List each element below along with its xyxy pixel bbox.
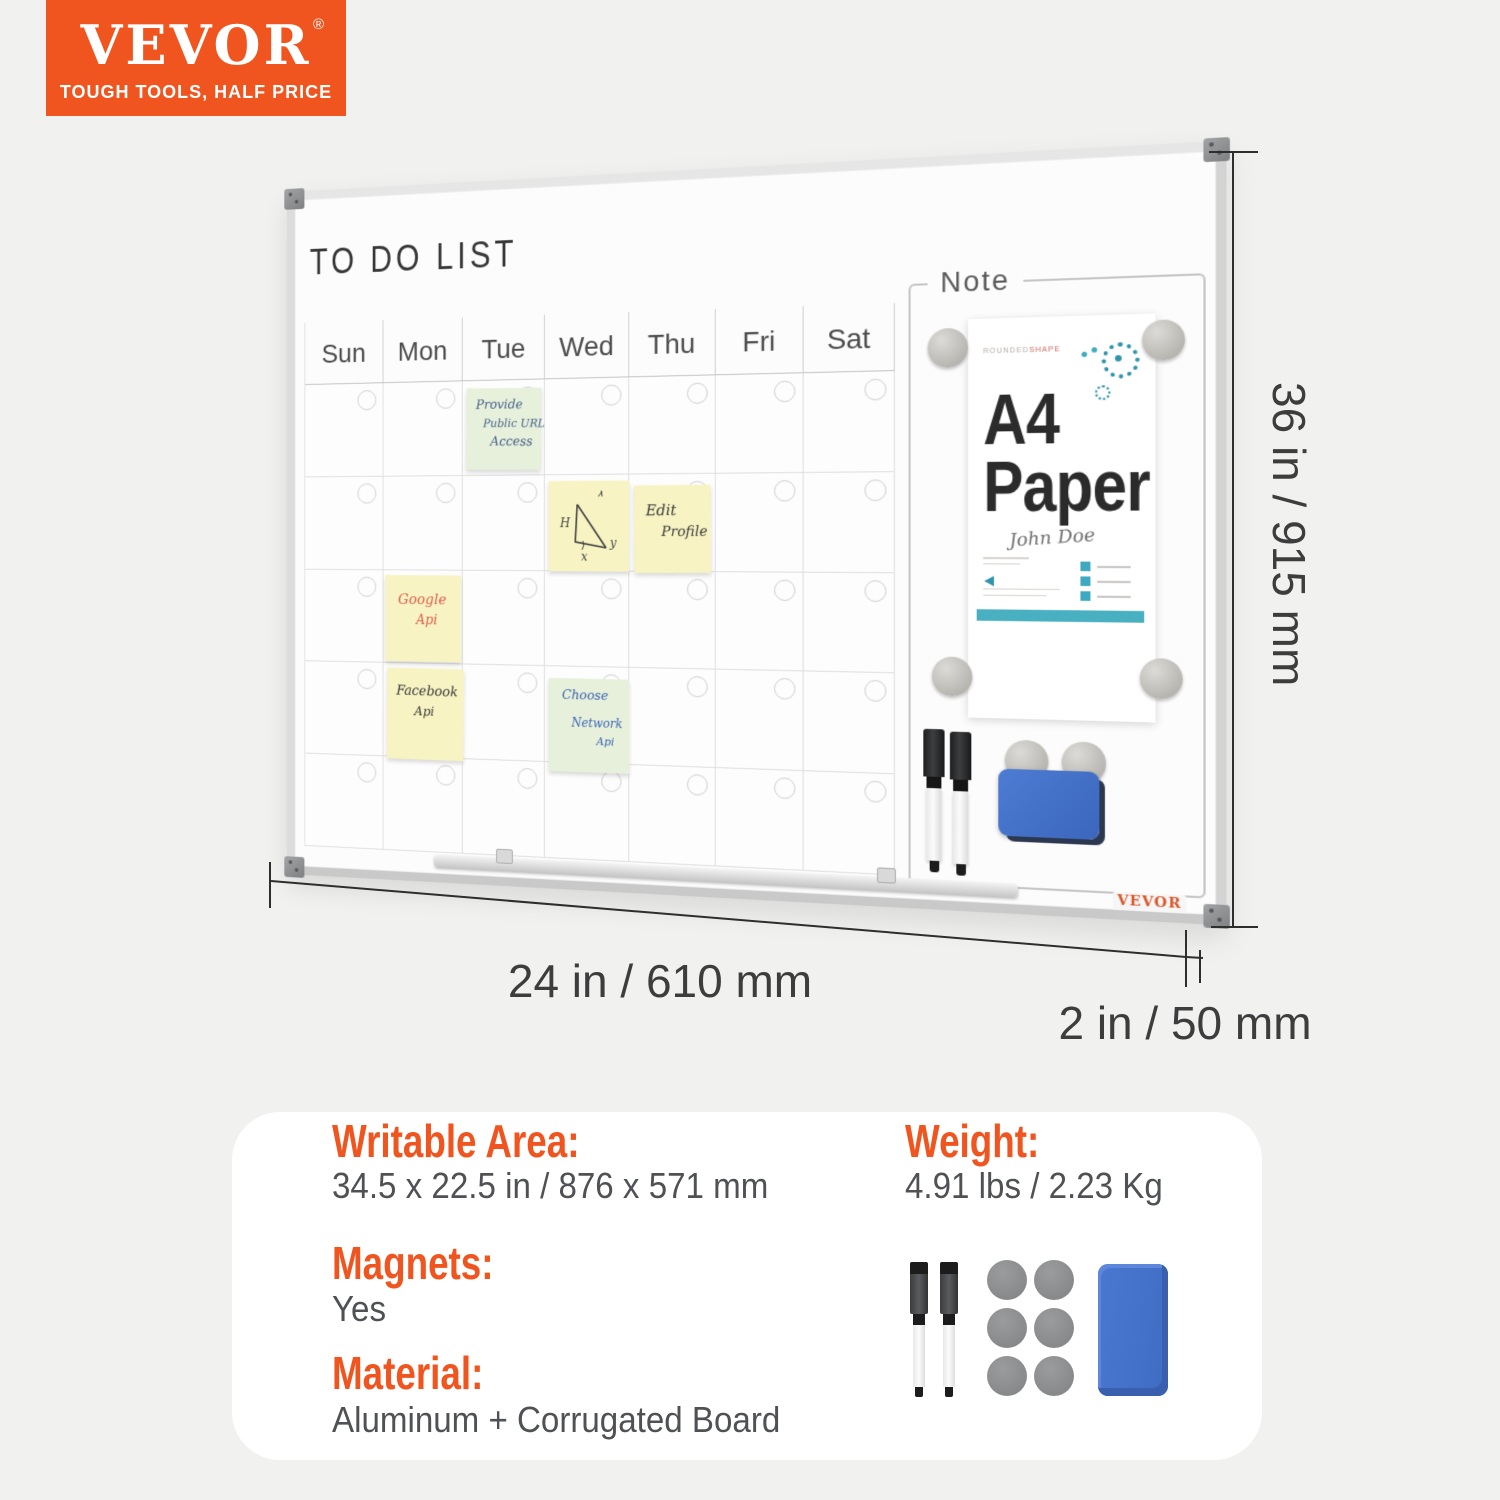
day-header-thu: Thu: [629, 309, 715, 377]
handwriting-line: Profile: [661, 523, 708, 541]
calendar-cell: [463, 475, 545, 571]
paper-title-a4: A4: [983, 378, 1060, 460]
marker-cap: [950, 732, 971, 781]
calendar-cell: [715, 373, 804, 473]
handwriting-line: Access: [490, 434, 533, 450]
weight-value: 4.91 lbs / 2.23 Kg: [905, 1165, 1163, 1206]
day-header-sun: Sun: [305, 320, 383, 385]
calendar-cell: [545, 377, 629, 475]
corner-cap: [284, 856, 304, 878]
marker-collar: [953, 780, 968, 792]
calendar-cell: [804, 472, 895, 573]
handwriting-line: Facebook: [396, 682, 458, 701]
a4-paper: [968, 313, 1155, 722]
paper-text-line: [983, 588, 1059, 590]
flower-icon: [1102, 342, 1140, 379]
day-header-mon: Mon: [383, 318, 463, 384]
magnet-illustration: [987, 1308, 1027, 1348]
marker-collar: [913, 1314, 925, 1325]
corner-cap: [1203, 137, 1229, 162]
calendar-cell: [545, 762, 629, 862]
calendar-cell: [629, 668, 715, 768]
paper-signature: John Doe: [1008, 524, 1096, 552]
day-header-wed: Wed: [545, 312, 629, 379]
sticky-note-sketch: [549, 480, 630, 571]
marker-body: [953, 791, 968, 865]
dry-erase-marker: [950, 732, 971, 877]
width-dimension-label: 24 in / 610 mm: [507, 955, 813, 1007]
brand-tagline: TOUGH TOOLS, HALF PRICE: [59, 82, 333, 102]
marker-illustration: [910, 1262, 928, 1397]
handwriting-line: Google: [397, 590, 447, 609]
marker-body: [943, 1325, 955, 1387]
calendar-cell: [305, 662, 383, 757]
whiteboard: [287, 140, 1226, 925]
corner-cap: [1203, 904, 1229, 929]
calendar-cell: [383, 756, 463, 853]
depth-dimension-label: 2 in / 50 mm: [1058, 997, 1312, 1049]
marker-tip: [945, 1387, 953, 1397]
checkbox-line: [1097, 581, 1131, 583]
handwriting-line: Provide: [475, 397, 523, 413]
corner-cap: [284, 188, 304, 210]
magnet-illustration: [1034, 1308, 1074, 1348]
marker-illustration: [940, 1262, 958, 1397]
calendar-cell: [804, 572, 895, 673]
brand-name: VEVOR: [80, 13, 312, 77]
handwriting-line: Choose: [561, 688, 609, 704]
marker-cap: [910, 1262, 928, 1314]
sticky-note-edit: [634, 484, 711, 573]
material-value: Aluminum + Corrugated Board: [332, 1399, 781, 1440]
round-magnet: [1140, 658, 1183, 700]
sticky-note-provide: [466, 388, 545, 470]
checkbox-icon: [1080, 591, 1090, 601]
writable-area-label: Writable Area:: [332, 1115, 580, 1167]
board-title: TO DO LIST: [309, 233, 518, 284]
calendar-cell: [715, 670, 804, 771]
calendar-cell: [629, 375, 715, 474]
writable-area-value: 34.5 x 22.5 in / 876 x 571 mm: [332, 1165, 769, 1206]
calendar-cell: [305, 383, 383, 477]
marker-tip: [956, 864, 966, 876]
calendar-cell: [804, 771, 895, 875]
handwriting-line: Public URL: [483, 416, 545, 431]
paper-text-line: [983, 563, 1020, 564]
dry-erase-marker: [923, 729, 944, 873]
calendar-cell: [629, 571, 715, 670]
calendar-cell: [383, 476, 463, 571]
paper-text-line: [983, 557, 1029, 559]
height-dimension-label: 36 in / 915 mm: [1263, 382, 1315, 687]
handwriting-line: Network: [571, 715, 623, 732]
checkbox-line: [1097, 566, 1131, 568]
magnet-illustration: [1034, 1356, 1074, 1396]
note-section-label: Note: [928, 264, 1024, 300]
paper-arrow-icon: [984, 576, 994, 587]
paper-text-line: [983, 595, 1046, 597]
calendar-cell: [545, 571, 629, 668]
paper-brand-text: [983, 346, 1061, 355]
registered-mark: ®: [312, 16, 324, 33]
handwriting-line: Edit: [645, 501, 677, 520]
round-magnet: [932, 656, 973, 696]
handwriting-line: Api: [596, 734, 615, 749]
marker-tip: [929, 861, 939, 873]
sticky-note-google: [385, 575, 461, 662]
calendar-cell: [383, 381, 463, 476]
day-header-sat: Sat: [804, 303, 895, 373]
marker-cap: [923, 729, 944, 777]
checkbox-icon: [1080, 576, 1090, 586]
day-header-fri: Fri: [715, 306, 804, 375]
round-magnet: [928, 328, 969, 369]
magnets-value: Yes: [332, 1288, 387, 1329]
calendar-cell: [715, 768, 804, 871]
marker-collar: [943, 1314, 955, 1325]
sticky-note-facebook: [387, 667, 464, 761]
tray-clip: [496, 849, 513, 864]
paper-title: [983, 378, 1150, 527]
paper-brand-red: SHAPE: [1029, 346, 1061, 355]
calendar-cell: [804, 371, 895, 473]
calendar-cell: [804, 672, 895, 775]
paper-title-paper: Paper: [983, 445, 1150, 527]
checkbox-icon: [1080, 562, 1090, 572]
checkbox-line: [1097, 596, 1131, 598]
marker-collar: [926, 777, 941, 789]
sketch-label-side: H: [560, 516, 571, 531]
magnet-illustration: [987, 1260, 1027, 1300]
calendar-cell: [463, 570, 545, 666]
marker-body: [913, 1325, 925, 1387]
paper-brand-gray: ROUNDED: [983, 346, 1030, 356]
sketch-label-base: x: [581, 549, 588, 564]
calendar-cell: [629, 765, 715, 866]
handwriting-line: Api: [414, 704, 435, 720]
tray-clip: [877, 867, 896, 883]
note-section: [909, 264, 1206, 898]
frame-brand-label: VEVOR: [1113, 892, 1186, 914]
marker-cap: [940, 1262, 958, 1314]
magnets-label: Magnets:: [332, 1237, 494, 1289]
calendar-cell: [305, 477, 383, 570]
paper-teal-bar: [977, 609, 1145, 623]
calendar-cell: [305, 754, 383, 850]
handwriting-line: Api: [416, 612, 438, 629]
marker-tip: [915, 1387, 923, 1397]
day-header-tue: Tue: [463, 315, 545, 382]
sketch-label-hyp: y: [609, 535, 617, 550]
magnet-illustration: [987, 1356, 1027, 1396]
round-magnet: [1142, 319, 1185, 361]
sticky-note-choose: [549, 678, 630, 774]
eraser-illustration: [1098, 1264, 1168, 1396]
marker-body: [926, 788, 941, 861]
vevor-logo: [46, 0, 346, 116]
calendar-cell: [463, 665, 545, 762]
calendar-cell: [463, 759, 545, 858]
material-label: Material:: [332, 1347, 484, 1399]
flower-dots-icon: [1092, 347, 1098, 352]
included-accessories: [905, 1258, 1185, 1403]
magnet-illustration: [1034, 1260, 1074, 1300]
weight-label: Weight:: [905, 1115, 1040, 1167]
calendar-cell: [305, 569, 383, 663]
whiteboard-eraser: [998, 769, 1099, 840]
calendar-cell: [715, 473, 804, 573]
calendar-cell: [715, 572, 804, 672]
